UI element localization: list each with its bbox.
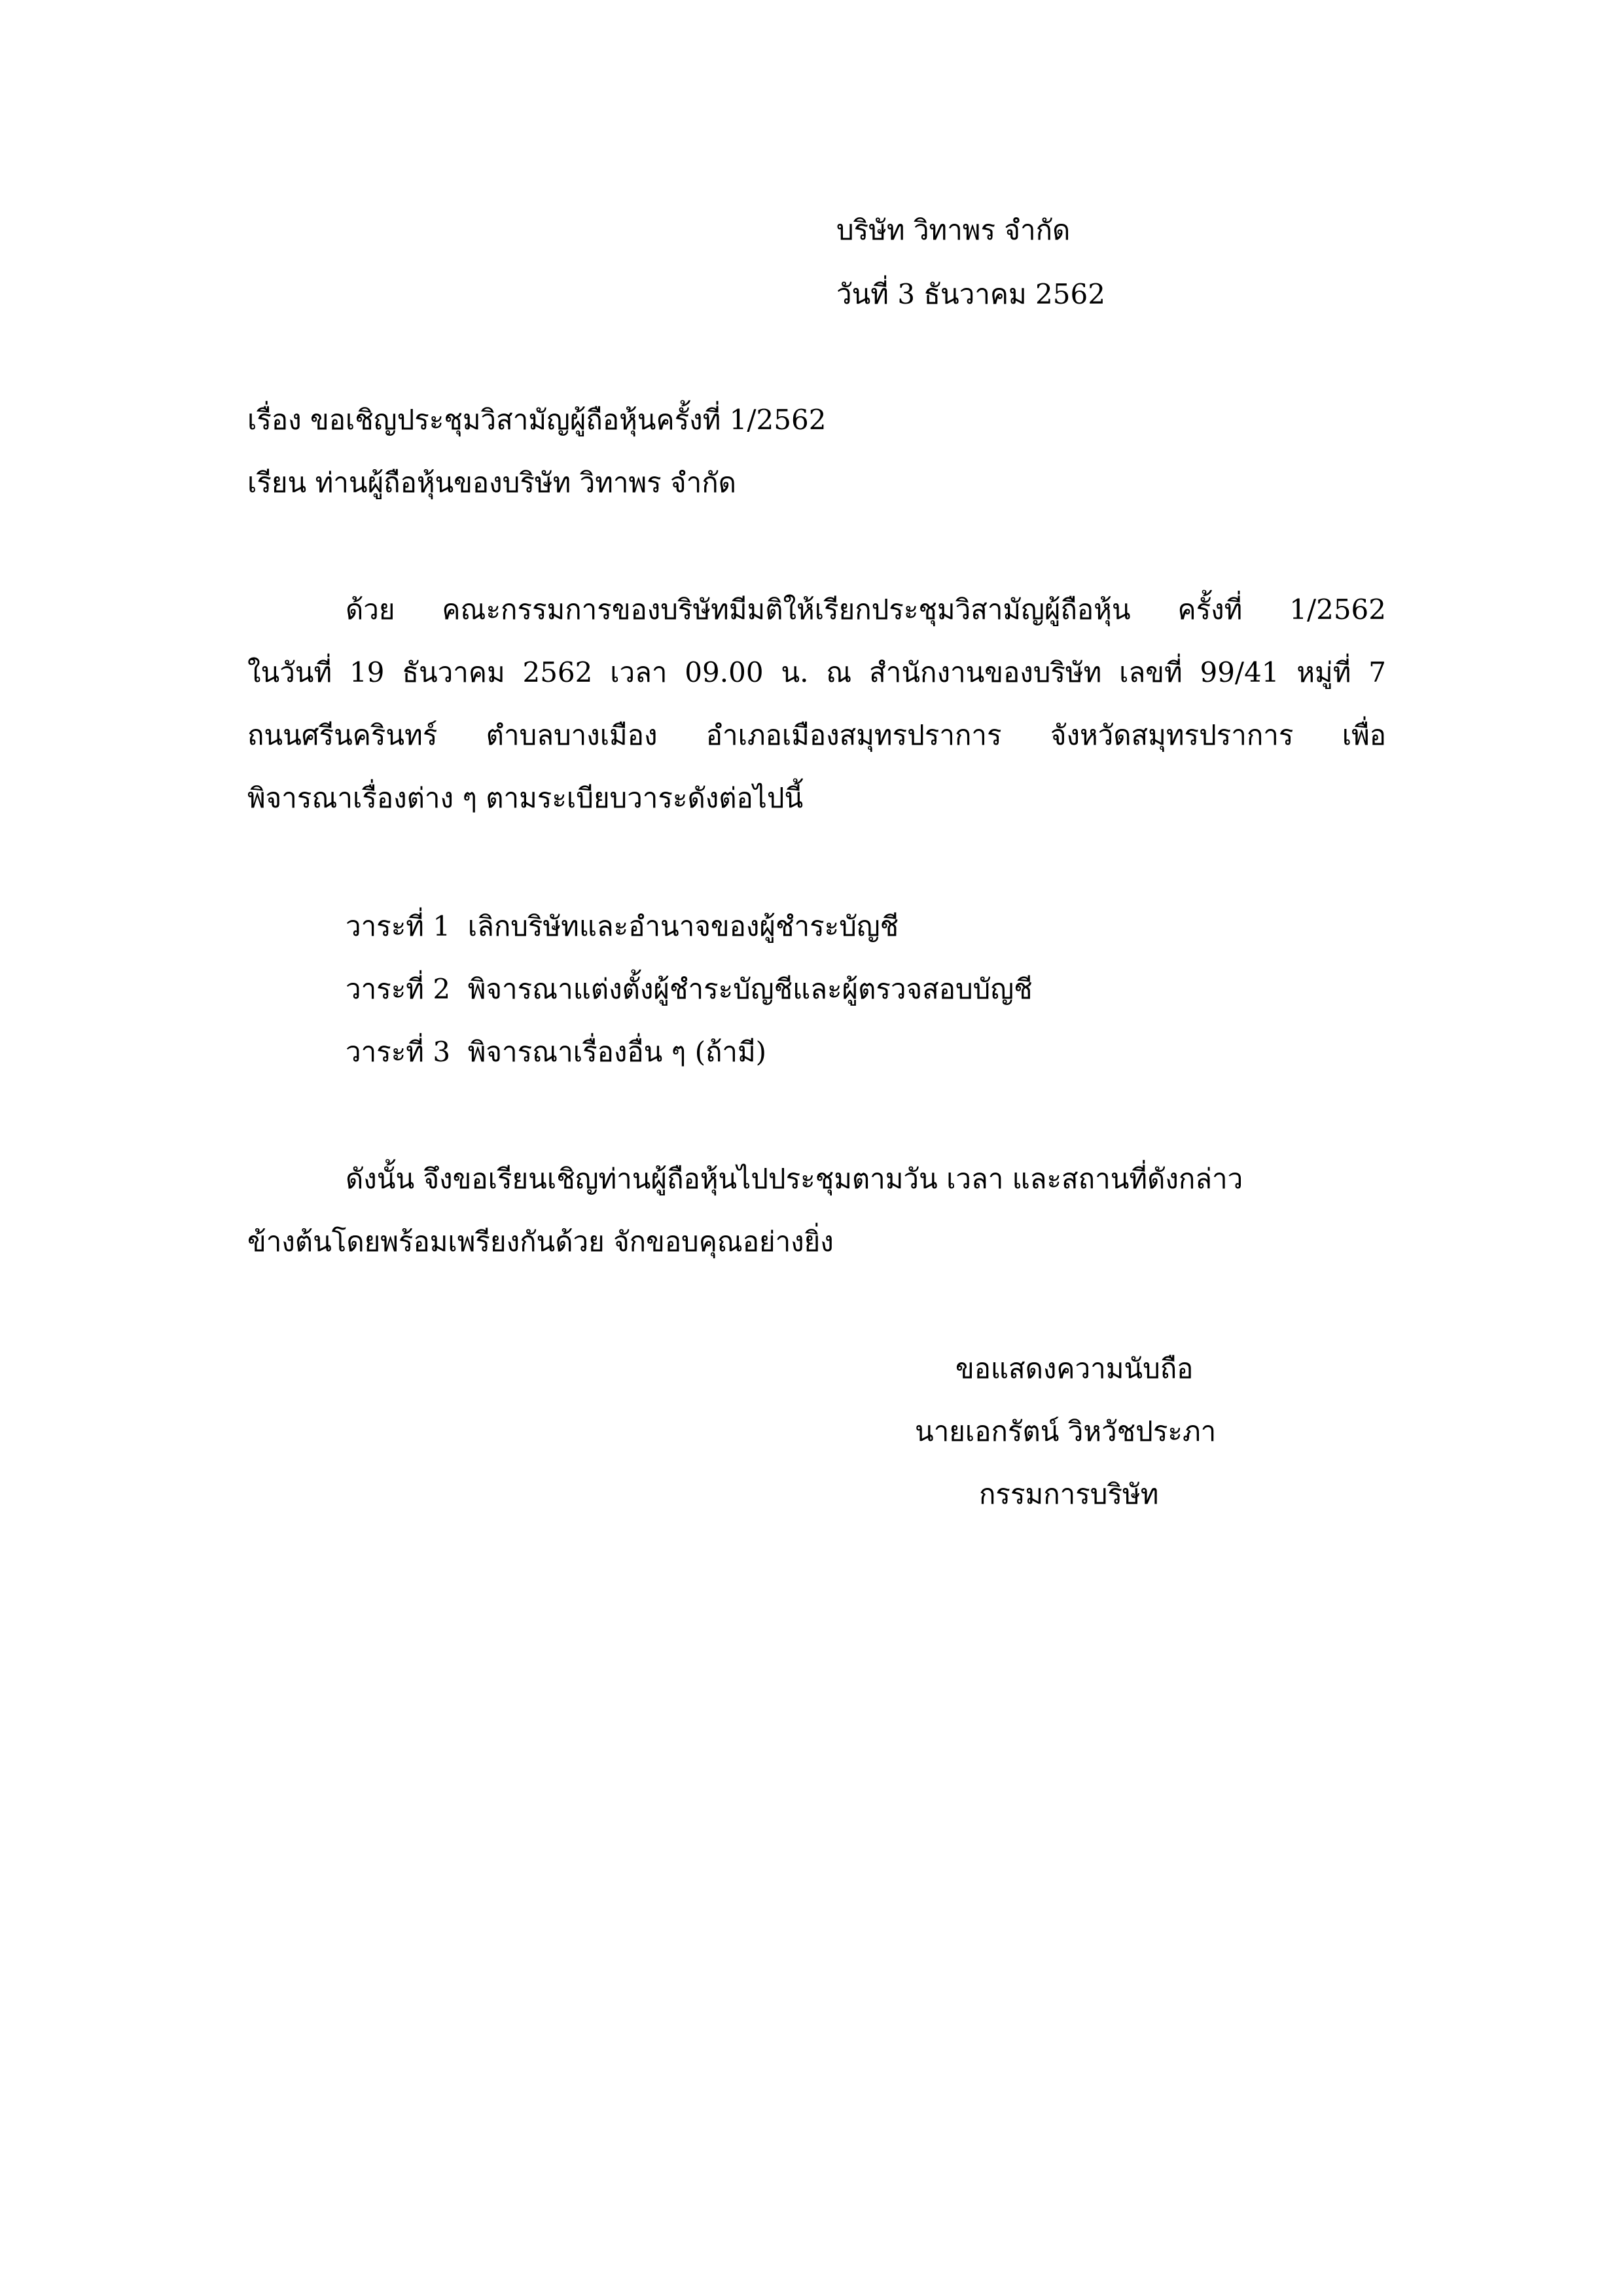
signature-title: กรรมการบริษัท	[979, 1478, 1159, 1510]
body-line-3: ถนนศรีนครินทร์ ตำบลบางเมือง อำเภอเมืองสมุทรปราการ จังหวัดสมุทรปราการ เพื่อ	[247, 719, 1386, 751]
body-line-4: พิจารณาเรื่องต่าง ๆ ตามระเบียบวาระดังต่อไปนี้	[247, 782, 804, 814]
agenda-item-3: วาระที่ 3 พิจารณาเรื่องอื่น ๆ (ถ้ามี)	[346, 1036, 767, 1068]
company-name: บริษัท วิทาพร จำกัด	[836, 214, 1071, 246]
letter-recipient: เรียน ท่านผู้ถือหุ้นของบริษัท วิทาพร จำกัด	[247, 467, 736, 499]
closing-line-2: ข้างต้นโดยพร้อมเพรียงกันด้วย จักขอบคุณอย่างยิ่ง	[247, 1226, 834, 1258]
letter-subject: เรื่อง ขอเชิญประชุมวิสามัญผู้ถือหุ้นครั้งที่ 1/2562	[247, 404, 827, 436]
body-line-1: ด้วย คณะกรรมการของบริษัทมีมติให้เรียกประชุมวิสามัญผู้ถือหุ้น ครั้งที่ 1/2562	[346, 593, 1386, 626]
agenda-item-2: วาระที่ 2 พิจารณาแต่งตั้งผู้ชำระบัญชีและผู้ตรวจสอบบัญชี	[346, 973, 1033, 1005]
letter-date: วันที่ 3 ธันวาคม 2562	[836, 278, 1105, 310]
signature-salutation: ขอแสดงความนับถือ	[955, 1352, 1194, 1385]
closing-line-1: ดังนั้น จึงขอเรียนเชิญท่านผู้ถือหุ้นไปประชุมตามวัน เวลา และสถานที่ดังกล่าว	[346, 1163, 1243, 1195]
signature-name: นายเอกรัตน์ วิหวัชประภา	[915, 1415, 1217, 1447]
agenda-item-1: วาระที่ 1 เลิกบริษัทและอำนาจของผู้ชำระบัญชี	[346, 910, 899, 942]
body-line-2: ในวันที่ 19 ธันวาคม 2562 เวลา 09.00 น. ณ สำนักงานของบริษัท เลขที่ 99/41 หมู่ที่ 7	[247, 656, 1386, 688]
